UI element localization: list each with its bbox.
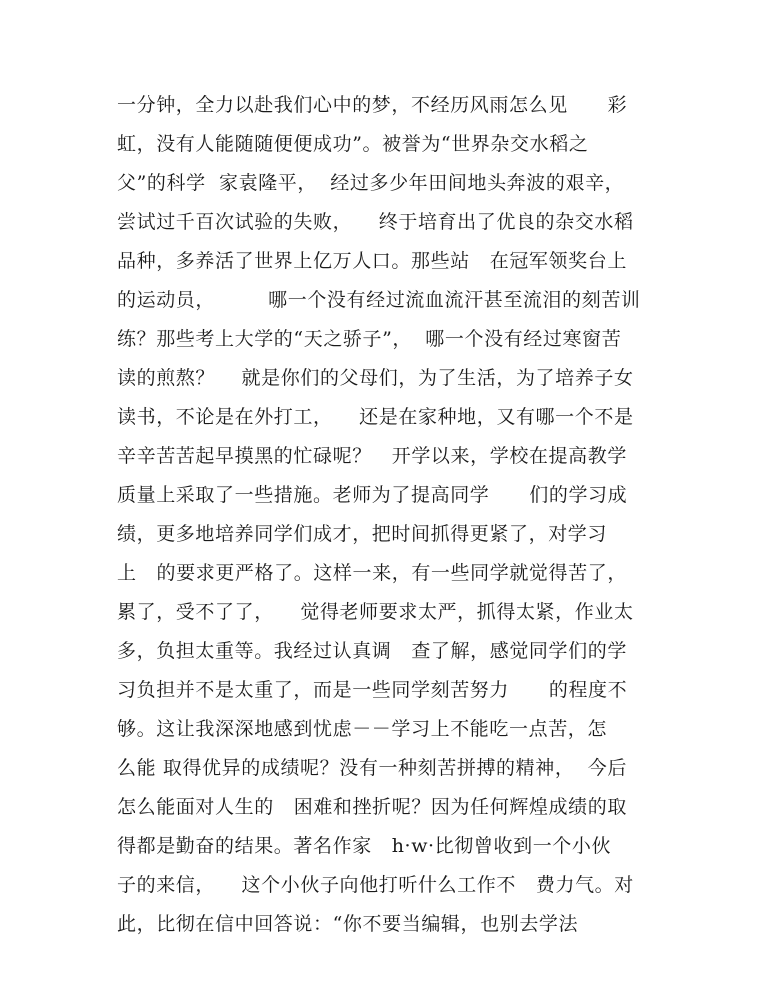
body-text	[117, 86, 662, 944]
text-line: 累了，受不了了， 觉得老师要求太严，抓得太紧，作业太	[117, 601, 634, 623]
text-line: 尝试过千百次试验的失败， 终于培育出了优良的杂交水稻	[117, 211, 634, 233]
text-line: 子的来信， 这个小伙子向他打听什么工作不 费力气。对	[117, 874, 634, 896]
text-line: 一分钟，全力以赴我们心中的梦，不经历风雨怎么见 彩	[117, 94, 628, 116]
text-line: 多，负担太重等。我经过认真调 查了解，感觉同学们的学	[117, 640, 627, 662]
text-line: 此，比彻在信中回答说：“你不要当编辑，也别去学法	[117, 913, 579, 935]
text-line: 绩，更多地培养同学们成才，把时间抓得更紧了，对学习	[117, 523, 608, 545]
text-line: 品种，多养活了世界上亿万人口。那些站 在冠军领奖台上	[117, 250, 627, 272]
text-line: 么能 取得优异的成绩呢？没有一种刻苦拼搏的精神， 今后	[117, 757, 627, 779]
text-line: 质量上采取了一些措施。老师为了提高同学 们的学习成	[117, 484, 628, 506]
text-line: 上 的要求更严格了。这样一来，有一些同学就觉得苦了，	[117, 562, 627, 584]
text-line: 读书，不论是在外打工， 还是在家种地，又有哪一个不是	[117, 406, 634, 428]
text-line: 辛辛苦苦起早摸黑的忙碌呢？ 开学以来，学校在提高教学	[117, 445, 627, 467]
text-line: 得都是勤奋的结果。著名作家 h·w·比彻曾收到一个小伙	[117, 835, 612, 857]
text-line: 习负担并不是太重了，而是一些同学刻苦努力 的程度不	[117, 679, 628, 701]
text-line: 的运动员， 哪一个没有经过流血流汗甚至流泪的刻苦训	[117, 289, 641, 311]
text-line: 练？那些考上大学的“天之骄子”， 哪一个没有经过寒窗苦	[117, 328, 622, 350]
text-line: 怎么能面对人生的 困难和挫折呢？因为任何辉煌成绩的取	[117, 796, 627, 818]
text-line: 够。这让我深深地感到忧虑－－学习上不能吃一点苦，怎	[117, 718, 608, 740]
text-line: 虹，没有人能随随便便成功”。被誉为“世界杂交水稻之	[117, 133, 589, 155]
text-line: 读的煎熬？ 就是你们的父母们，为了生活，为了培养子女	[117, 367, 634, 389]
text-line: 父”的科学 家袁隆平， 经过多少年田间地头奔波的艰辛，	[117, 172, 625, 194]
